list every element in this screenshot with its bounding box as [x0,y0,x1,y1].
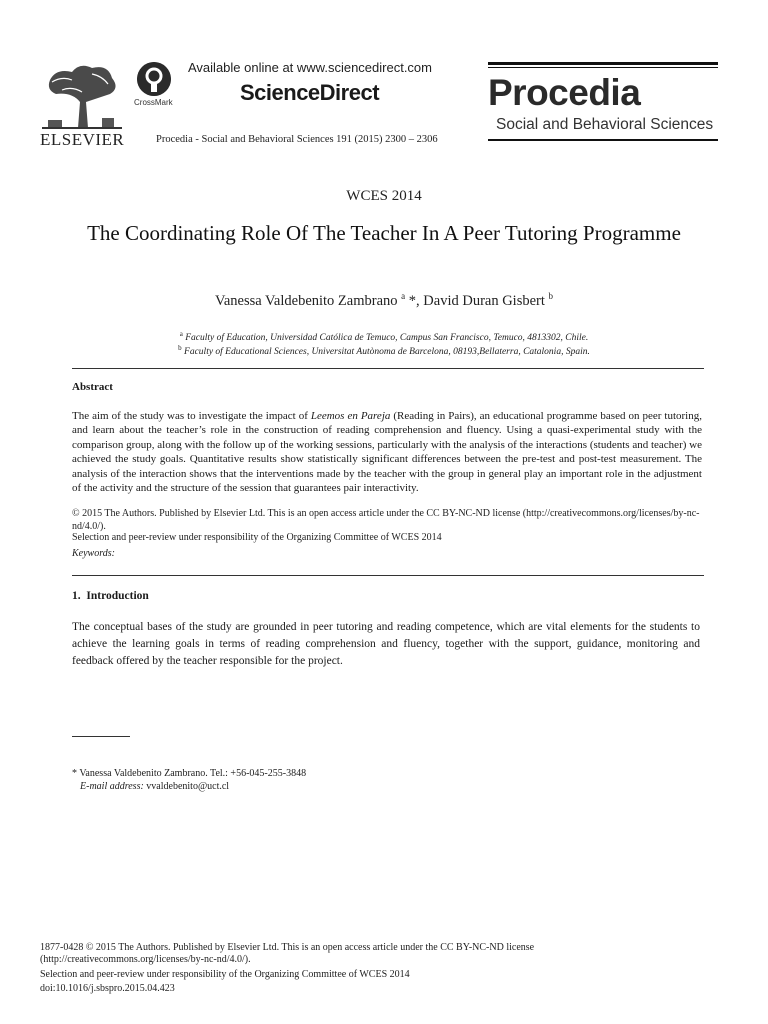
author-affiliation-mark: b [548,291,554,301]
author-affiliation-mark: a [401,291,406,301]
journal-reference: Procedia - Social and Behavioral Sciences 191 (2015) 2300 – 2306 [156,134,438,145]
affiliation-text: Faculty of Educational Sciences, Universitat Autònoma de Barcelona, 08193,Bellaterra, Catalonia, Spain. [184,347,590,358]
abstract-text: (Reading in Pairs), an educational programme based on peer tutoring, and learn about the teacher’s role in the construction of reading comprehension and fluency. Using a quasi-experimental study with the comparison group, along with the follow up of the working sessions, particularly with the analysis of the interactions (students and teacher) we achieved the study goals. Quantitative results show statistically significant differences between the pre-test and post-test measurement. The analysis of the interaction shows that the interventions made by the teacher with the group in general play an important role in the adjustment of the activity and the structure of the session that guarantees pair interactivity. [72,410,702,495]
conference-name: WCES 2014 [346,188,422,204]
footer-license-link[interactable]: (http://creativecommons.org/licenses/by-nc-nd/4.0/). [40,954,251,965]
elsevier-tree-logo [42,62,122,130]
footer-issn-copyright: 1877-0428 © 2015 The Authors. Published by Elsevier Ltd. This is an open access article under the CC BY-NC-ND license [40,942,535,953]
email-address[interactable]: vvaldebenito@uct.cl [143,781,230,792]
publisher-logo-text: ELSEVIER [40,130,125,149]
abstract-top-divider [72,368,704,369]
affiliation-text: Faculty of Education, Universidad Católica de Temuco, Campus San Francisco, Temuco, 4813302, Chile. [185,333,589,344]
procedia-top-rule-thin [488,67,718,68]
footnote-contact: * Vanessa Valdebenito Zambrano. Tel.: +56-045-255-3848 [72,768,307,779]
introduction-body: The conceptual bases of the study are grounded in peer tutoring and reading competence, which are vital elements for the students to achieve the learning goals in terms of reading comprehension and fluency, together with the support, guidance, monitoring and feedback offered by the teacher responsible for the project. [72,621,700,668]
procedia-logo: Procedia [488,72,641,113]
author-list [0,291,768,310]
crossmark-label: CrossMark [134,98,173,107]
affiliation [0,330,768,343]
abstract-copyright: © 2015 The Authors. Published by Elsevier Ltd. This is an open access article under the CC BY-NC-ND license (http://creativecommons.org/licenses/by-nc-nd/4.0/). [72,508,700,533]
crossmark-icon[interactable] [137,62,171,96]
abstract-bottom-divider [72,575,704,576]
sciencedirect-logo[interactable]: ScienceDirect [240,80,380,105]
abstract-text: The aim of the study was to investigate the impact of [72,410,311,422]
author-separator: , [416,292,424,309]
keywords-label: Keywords: [72,548,115,559]
author-name: Vanessa Valdebenito Zambrano [214,292,398,309]
footnote-email [80,781,229,792]
corresponding-author-mark: * [405,292,417,309]
author-name: David Duran Gisbert [423,292,545,309]
programme-name: Leemos en Pareja [310,410,391,422]
abstract-heading: Abstract [72,381,113,393]
procedia-subtitle: Social and Behavioral Sciences [496,116,714,133]
section-heading-introduction: 1. Introduction [72,590,149,602]
article-title: The Coordinating Role Of The Teacher In A Peer Tutoring Programme [87,221,681,245]
affiliation [0,344,768,357]
footnote-divider [72,736,130,737]
footer-doi[interactable]: doi:10.1016/j.sbspro.2015.04.423 [40,983,175,994]
affiliation-mark: a [179,330,183,338]
available-online-text: Available online at www.sciencedirect.com [188,60,432,75]
procedia-top-rule [488,62,718,65]
footer-peer-review: Selection and peer-review under responsibility of the Organizing Committee of WCES 2014 [40,969,410,980]
abstract-body [72,409,702,495]
procedia-bottom-rule [488,139,718,141]
email-label: E-mail address: [80,781,144,792]
affiliation-mark: b [178,344,182,352]
abstract-peer-review: Selection and peer-review under responsibility of the Organizing Committee of WCES 2014 [72,532,442,543]
